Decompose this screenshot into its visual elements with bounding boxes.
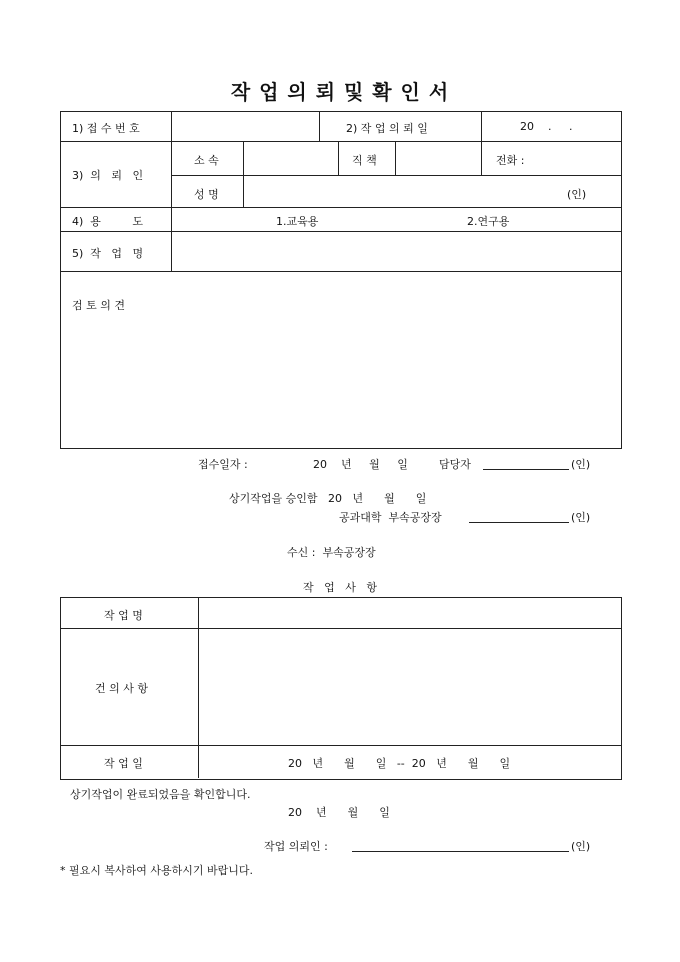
approval-seal: (인)	[571, 511, 591, 524]
receipt-date-value[interactable]: 20 년 월 일	[313, 458, 408, 471]
completion-signature-line[interactable]	[352, 851, 569, 852]
request-date-value[interactable]: 20 . .	[520, 120, 573, 133]
footnote: * 필요시 복사하여 사용하시기 바랍니다.	[60, 864, 253, 877]
completion-requester-label: 작업 의뢰인 :	[264, 840, 328, 853]
work-date-label: 작 업 일	[104, 757, 143, 770]
recipient: 수신 : 부속공장장	[287, 546, 376, 559]
completion-text: 상기작업이 완료되었음을 확인합니다.	[70, 788, 251, 801]
review-label: 검 토 의 견	[72, 299, 125, 312]
section-title: 작 업 사 항	[303, 581, 377, 594]
manager-seal: (인)	[571, 458, 591, 471]
receipt-no-field[interactable]	[173, 113, 318, 140]
completion-date[interactable]: 20 년 월 일	[288, 806, 390, 819]
approval-org: 공과대학 부속공장장	[339, 511, 442, 524]
approval-text: 상기작업을 승인함 20 년 월 일	[229, 492, 427, 505]
receipt-no-label: 1) 접 수 번 호	[72, 122, 140, 135]
page-title: 작 업 의 뢰 및 확 인 서	[230, 80, 450, 104]
affiliation-label: 소 속	[194, 154, 219, 167]
position-label: 직 책	[352, 154, 377, 167]
details-work-name-field[interactable]	[200, 599, 619, 627]
name-seal: (인)	[567, 188, 587, 201]
name-label: 성 명	[194, 188, 219, 201]
work-date-value[interactable]: 20 년 월 일 -- 20 년 월 일	[288, 757, 511, 770]
completion-seal: (인)	[571, 840, 591, 853]
work-name-field[interactable]	[173, 233, 619, 270]
name-field[interactable]	[245, 177, 555, 206]
manager-signature-line[interactable]	[483, 469, 569, 470]
receipt-date-label: 접수일자 :	[198, 458, 248, 471]
manager-label: 담당자	[439, 458, 471, 471]
affiliation-field[interactable]	[245, 143, 337, 174]
position-field[interactable]	[397, 143, 480, 174]
work-name-label: 5) 작 업 명	[72, 247, 144, 260]
request-date-label: 2) 작 업 의 뢰 일	[346, 122, 428, 135]
purpose-label: 4) 용 도	[72, 215, 144, 228]
details-work-name-label: 작 업 명	[104, 609, 143, 622]
approval-signature-line[interactable]	[469, 522, 569, 523]
purpose-option-education[interactable]: 1.교육용	[276, 215, 319, 228]
purpose-option-research[interactable]: 2.연구용	[467, 215, 510, 228]
phone-label[interactable]: 전화 :	[496, 154, 525, 167]
suggestions-label: 건 의 사 항	[95, 682, 148, 695]
requester-label: 3) 의 뢰 인	[72, 169, 144, 182]
review-field[interactable]	[62, 313, 618, 445]
suggestions-field[interactable]	[200, 630, 619, 744]
